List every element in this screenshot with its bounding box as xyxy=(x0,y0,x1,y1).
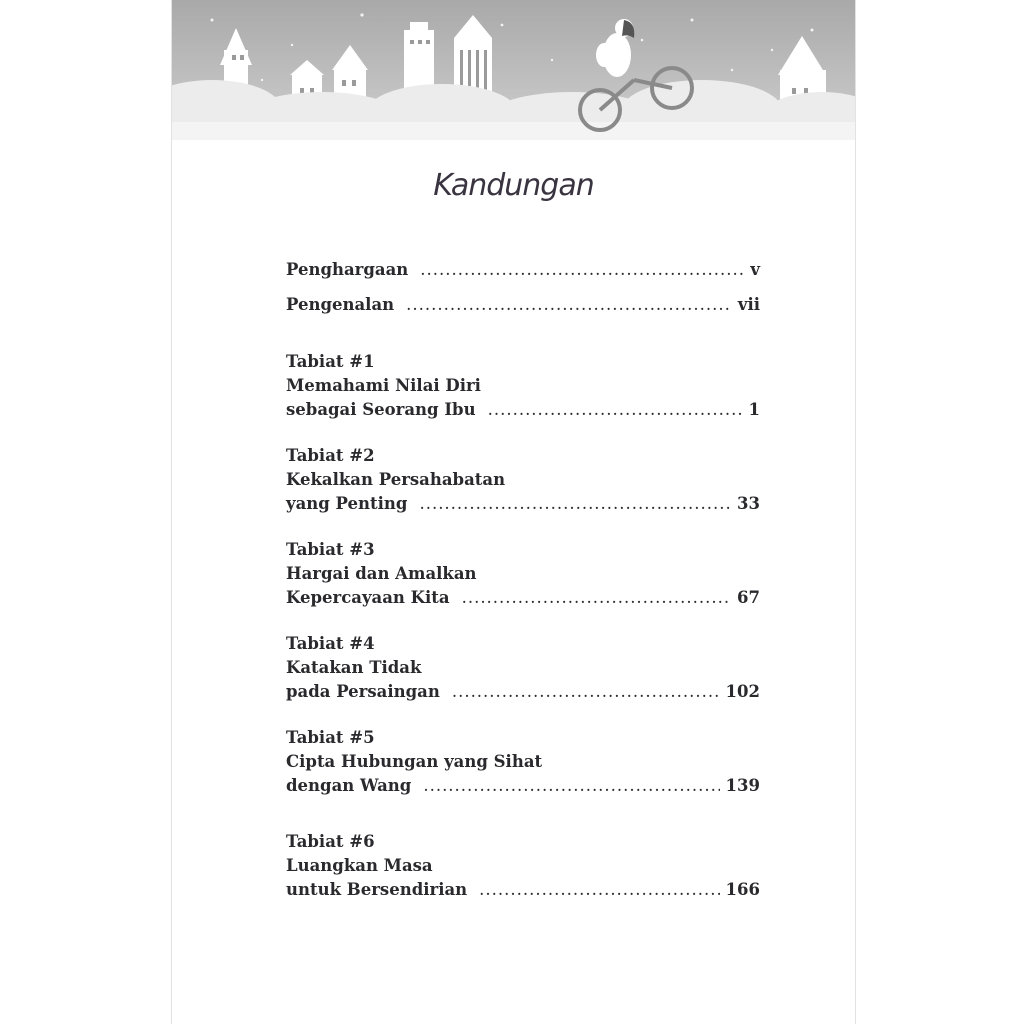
entry-page: vii xyxy=(737,295,760,314)
entry-page: 1 xyxy=(748,400,760,419)
chapter-title-line1: Kekalkan Persahabatan xyxy=(286,470,506,489)
chapter-title-line2: sebagai Seorang Ibu xyxy=(286,400,476,419)
entry-page: 166 xyxy=(725,880,760,899)
entry-title: Penghargaan xyxy=(286,260,409,279)
toc-entry-tabiat-1[interactable] xyxy=(286,350,760,422)
chapter-title-line2: untuk Bersendirian xyxy=(286,880,468,899)
toc-entry-tabiat-6[interactable] xyxy=(286,830,760,902)
chapter-title-line2: dengan Wang xyxy=(286,776,412,795)
page-title: Kandungan xyxy=(433,168,594,203)
chapter-title-line2: pada Persaingan xyxy=(286,682,440,701)
entry-page: 139 xyxy=(725,776,760,795)
chapter-title-line1: Memahami Nilai Diri xyxy=(286,376,481,395)
toc-entry-tabiat-3[interactable] xyxy=(286,538,760,610)
dot-leader xyxy=(419,492,731,516)
chapter-title-line2: yang Penting xyxy=(286,494,408,513)
dot-leader xyxy=(462,586,731,610)
entry-page: 67 xyxy=(737,588,760,607)
toc-entry-pengenalan[interactable] xyxy=(286,293,760,317)
dot-leader xyxy=(420,258,744,282)
chapter-title-line1: Cipta Hubungan yang Sihat xyxy=(286,752,543,771)
chapter-label: Tabiat #1 xyxy=(286,352,375,371)
chapter-title-line2: Kepercayaan Kita xyxy=(286,588,450,607)
chapter-title-line1: Hargai dan Amalkan xyxy=(286,564,477,583)
toc-entry-tabiat-4[interactable] xyxy=(286,632,760,704)
entry-page: v xyxy=(750,260,760,279)
entry-title: Pengenalan xyxy=(286,295,395,314)
entry-page: 33 xyxy=(737,494,760,513)
entry-page: 102 xyxy=(725,682,760,701)
toc-entry-tabiat-2[interactable] xyxy=(286,444,760,516)
dot-leader xyxy=(406,293,732,317)
toc-entry-tabiat-5[interactable] xyxy=(286,726,760,798)
chapter-label: Tabiat #2 xyxy=(286,446,375,465)
dot-leader xyxy=(423,774,719,798)
toc-entry-penghargaan[interactable] xyxy=(286,258,760,282)
dot-leader xyxy=(488,398,743,422)
chapter-title-line1: Luangkan Masa xyxy=(286,856,433,875)
chapter-label: Tabiat #6 xyxy=(286,832,375,851)
chapter-label: Tabiat #4 xyxy=(286,634,375,653)
chapter-title-line1: Katakan Tidak xyxy=(286,658,422,677)
city-banner-illustration xyxy=(172,0,855,150)
dot-leader xyxy=(452,680,720,704)
book-page xyxy=(171,0,856,1024)
dot-leader xyxy=(479,878,719,902)
chapter-label: Tabiat #3 xyxy=(286,540,375,559)
chapter-label: Tabiat #5 xyxy=(286,728,375,747)
